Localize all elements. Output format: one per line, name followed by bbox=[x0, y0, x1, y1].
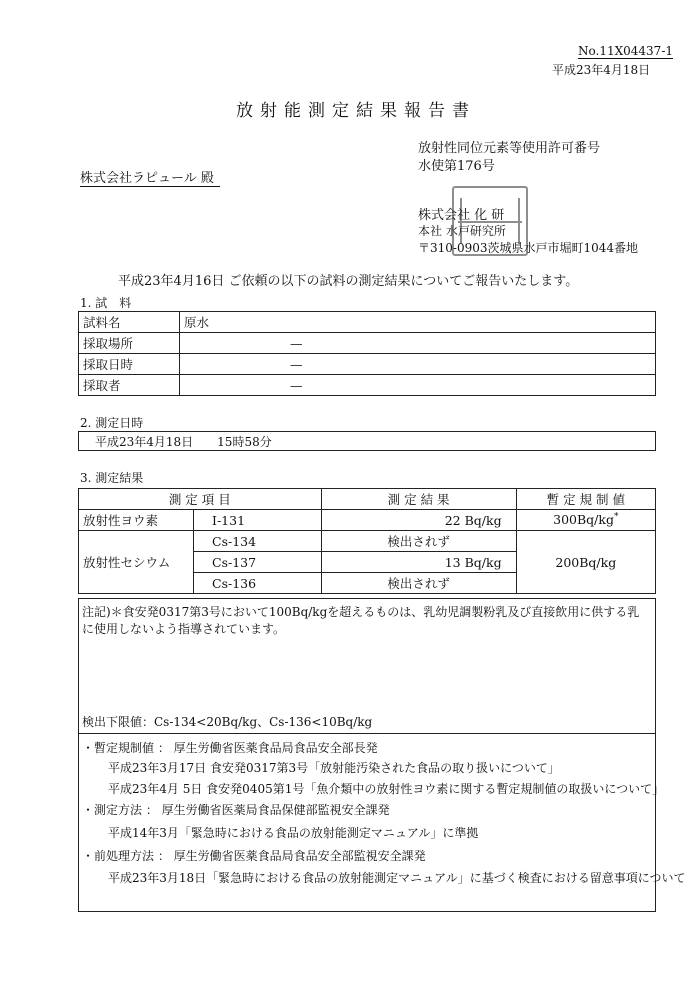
note-line-2: に使用しないよう指導されています。 bbox=[82, 622, 286, 636]
iodine-nuclide: I-131 bbox=[194, 510, 322, 531]
section-datetime-heading: 2. 測定日時 bbox=[80, 416, 144, 430]
ref-prep-label: ・前処理方法 ： 厚生労働省医薬食品局食品安全部監視安全課発 bbox=[82, 849, 426, 863]
ref-limit-2: 平成23年4月 5日 食安発0405第1号「魚介類中の放射性ヨウ素に関する暫定規制値の取扱いについて」 bbox=[108, 782, 665, 796]
sample-name-label: 試料名 bbox=[79, 312, 180, 333]
cs136-nuclide: Cs-136 bbox=[194, 573, 322, 594]
table-row bbox=[79, 375, 656, 396]
iodine-limit-mark: * bbox=[613, 512, 619, 523]
col-header-result: 測 定 結 果 bbox=[321, 489, 516, 510]
cs137-nuclide: Cs-137 bbox=[194, 552, 322, 573]
cs134-nuclide: Cs-134 bbox=[194, 531, 322, 552]
measurement-datetime: 平成23年4月18日 15時58分 bbox=[78, 431, 656, 451]
cs136-result: 検出されず bbox=[321, 573, 516, 594]
cs137-result: 13 Bq/kg bbox=[321, 552, 516, 573]
intro-text: 平成23年4月16日 ご依頼の以下の試料の測定結果についてご報告いたします。 bbox=[118, 274, 579, 289]
ref-limit-1: 平成23年3月17日 食安発0317第3号「放射能汚染された食品の取り扱いについて」 bbox=[108, 761, 560, 775]
sample-datetime-value: — bbox=[180, 354, 656, 375]
table-row bbox=[79, 333, 656, 354]
cesium-label: 放射性セシウム bbox=[79, 531, 194, 594]
sample-table bbox=[78, 311, 656, 396]
table-row bbox=[79, 531, 656, 552]
table-row bbox=[79, 354, 656, 375]
section-results-heading: 3. 測定結果 bbox=[80, 471, 144, 485]
company-seal-stamp bbox=[452, 186, 528, 256]
license-label: 放射性同位元素等使用許可番号 bbox=[418, 141, 601, 156]
divider bbox=[78, 733, 655, 734]
section-sample-heading: 1. 試 料 bbox=[80, 296, 132, 310]
detection-limit: 検出下限値：Cs-134<20Bq/kg、Cs-136<10Bq/kg bbox=[82, 715, 373, 729]
sample-datetime-label: 採取日時 bbox=[79, 354, 180, 375]
col-header-item: 測 定 項 目 bbox=[79, 489, 322, 510]
ref-method-label: ・測定方法 ： 厚生労働省医薬局食品保健部監視安全課発 bbox=[82, 803, 390, 817]
iodine-limit: 300Bq/kg bbox=[553, 512, 614, 528]
sample-name-value: 原水 bbox=[180, 312, 656, 333]
issuer-branch: 本社 水戸研究所 bbox=[418, 224, 506, 238]
iodine-label: 放射性ヨウ素 bbox=[79, 510, 194, 531]
col-header-limit: 暫 定 規 制 値 bbox=[516, 489, 655, 510]
cesium-limit: 200Bq/kg bbox=[516, 531, 655, 594]
table-row bbox=[79, 312, 656, 333]
iodine-result: 22 Bq/kg bbox=[321, 510, 516, 531]
recipient: 株式会社ラピュール 殿 bbox=[80, 167, 220, 187]
sample-place-label: 採取場所 bbox=[79, 333, 180, 354]
license-number: 水使第176号 bbox=[418, 159, 495, 174]
page-title: 放射能測定結果報告書 bbox=[236, 101, 476, 121]
report-number: No.11X04437-1 bbox=[578, 44, 674, 58]
table-row bbox=[79, 489, 656, 510]
ref-prep-1: 平成23年3月18日「緊急時における食品の放射能測定マニュアル」に基づく検査における留意事項について bbox=[108, 871, 686, 885]
issuer-address: 〒310-0903茨城県水戸市堀町1044番地 bbox=[418, 241, 639, 255]
sample-collector-label: 採取者 bbox=[79, 375, 180, 396]
table-row bbox=[79, 510, 656, 531]
note-line-1: 注記)＊食安発0317第3号において100Bq/kgを超えるものは、乳幼児調製粉乳及び直接飲用に供する乳 bbox=[82, 605, 640, 619]
ref-limit-label: ・暫定規制値 ： 厚生労働省医薬食品局食品安全部長発 bbox=[82, 741, 378, 755]
results-table bbox=[78, 488, 656, 594]
ref-method-1: 平成14年3月「緊急時における食品の放射能測定マニュアル」に準拠 bbox=[108, 826, 479, 840]
issuer-company: 株式会社 化 研 bbox=[418, 208, 505, 223]
sample-collector-value: — bbox=[180, 375, 656, 396]
sample-place-value: — bbox=[180, 333, 656, 354]
cs134-result: 検出されず bbox=[321, 531, 516, 552]
report-date: 平成23年4月18日 bbox=[552, 63, 651, 77]
iodine-limit-cell bbox=[516, 510, 655, 531]
